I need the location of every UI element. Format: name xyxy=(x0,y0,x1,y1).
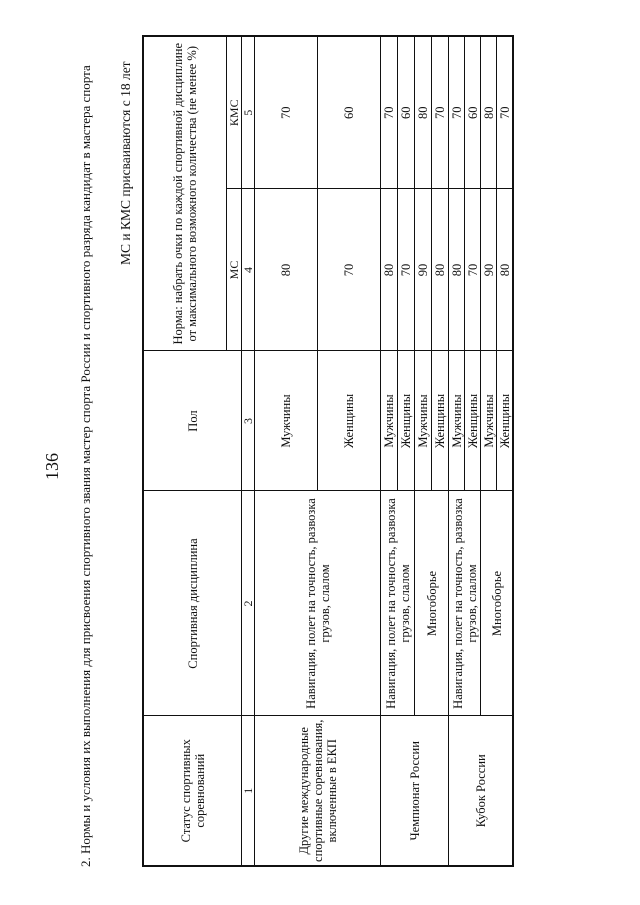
header-kms: КМС xyxy=(227,36,242,189)
kms-cell: 60 xyxy=(318,36,381,189)
header-gender: Пол xyxy=(143,351,242,491)
ms-cell: 70 xyxy=(318,189,381,351)
table-row xyxy=(381,36,398,866)
gender-cell: Женщины xyxy=(432,351,449,491)
status-cell: Кубок России xyxy=(449,716,514,866)
header-ms: МС xyxy=(227,189,242,351)
age-note: МС и КМС присваиваются с 18 лет xyxy=(118,61,133,265)
ms-cell: 90 xyxy=(481,189,497,351)
col-number: 5 xyxy=(242,36,255,189)
col-number: 3 xyxy=(242,351,255,491)
kms-cell: 70 xyxy=(381,36,398,189)
ms-cell: 80 xyxy=(449,189,465,351)
gender-cell: Женщины xyxy=(497,351,514,491)
status-cell: Чемпионат России xyxy=(381,716,449,866)
kms-cell: 60 xyxy=(465,36,481,189)
ms-cell: 80 xyxy=(497,189,514,351)
kms-cell: 80 xyxy=(415,36,432,189)
header-status: Статус спортивных соревнований xyxy=(143,716,242,866)
gender-cell: Мужчины xyxy=(449,351,465,491)
kms-cell: 70 xyxy=(255,36,318,189)
col-number: 1 xyxy=(242,716,255,866)
discipline-cell: Навигация, полет на точность, развозка грузов, слалом xyxy=(449,491,481,716)
gender-cell: Мужчины xyxy=(255,351,318,491)
kms-cell: 60 xyxy=(398,36,415,189)
discipline-cell: Многоборье xyxy=(481,491,514,716)
gender-cell: Мужчины xyxy=(481,351,497,491)
ms-cell: 70 xyxy=(465,189,481,351)
ms-cell: 90 xyxy=(415,189,432,351)
discipline-cell: Навигация, полет на точность, развозка грузов, слалом xyxy=(255,491,381,716)
ms-cell: 80 xyxy=(432,189,449,351)
gender-cell: Мужчины xyxy=(415,351,432,491)
page-number: 136 xyxy=(42,453,62,480)
kms-cell: 70 xyxy=(449,36,465,189)
col-number: 2 xyxy=(242,491,255,716)
ms-cell: 80 xyxy=(381,189,398,351)
kms-cell: 70 xyxy=(497,36,514,189)
header-norm: Норма: набрать очки по каждой спортивной дисциплине от максимального возможного количества (не менее %) xyxy=(143,36,227,351)
header-discipline: Спортивная дисциплина xyxy=(143,491,242,716)
discipline-cell: Многоборье xyxy=(415,491,449,716)
gender-cell: Женщины xyxy=(398,351,415,491)
norms-table xyxy=(142,35,514,867)
status-cell: Другие международные спортивные соревнования, включенные в ЕКП xyxy=(255,716,381,866)
gender-cell: Женщины xyxy=(465,351,481,491)
table-row xyxy=(255,36,318,866)
column-number-row xyxy=(242,36,255,866)
header-row xyxy=(143,36,227,866)
section-heading: 2. Нормы и условия их выполнения для присвоения спортивного звания мастер спорта России и спортивного разряда кандидат в мастера спорта xyxy=(78,65,93,867)
gender-cell: Женщины xyxy=(318,351,381,491)
gender-cell: Мужчины xyxy=(381,351,398,491)
discipline-cell: Навигация, полет на точность, развозка грузов, слалом xyxy=(381,491,415,716)
ms-cell: 70 xyxy=(398,189,415,351)
ms-cell: 80 xyxy=(255,189,318,351)
kms-cell: 80 xyxy=(481,36,497,189)
table-row xyxy=(449,36,465,866)
kms-cell: 70 xyxy=(432,36,449,189)
col-number: 4 xyxy=(242,189,255,351)
